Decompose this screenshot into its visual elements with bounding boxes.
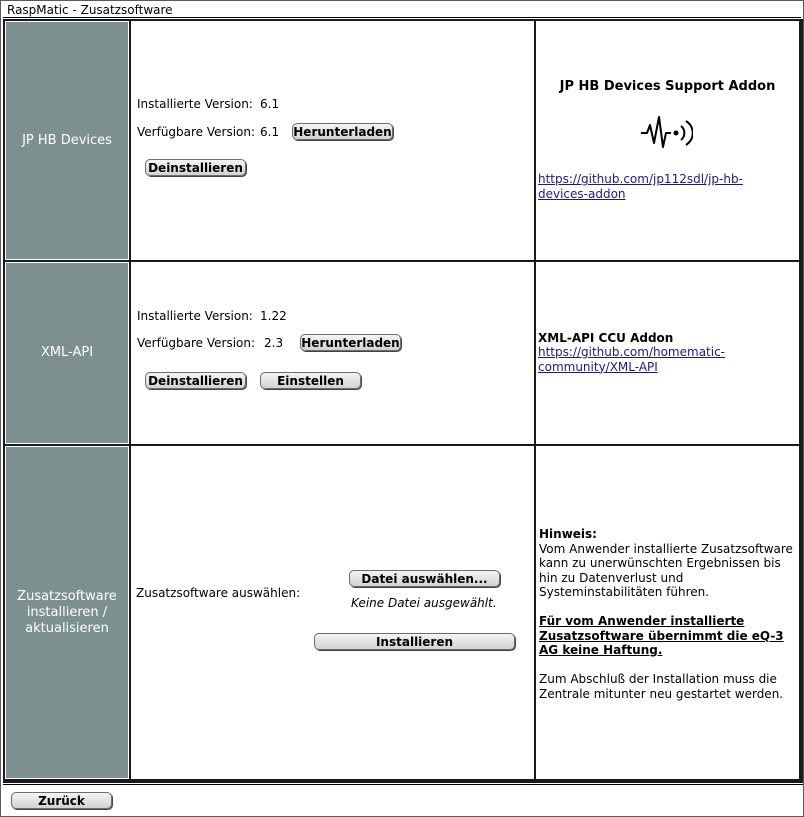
- hint-line-4: Systeminstabilitäten führen.: [539, 585, 710, 599]
- available-version-label: Verfügbare Version:: [137, 125, 256, 139]
- addon-repo-link[interactable]: [538, 172, 743, 201]
- warning-line-3: AG keine Haftung.: [539, 643, 663, 657]
- link-line-2: devices-addon: [538, 186, 626, 201]
- available-version-value: 6.1: [260, 125, 280, 139]
- version-cell-jp-hb-devices: [131, 21, 534, 260]
- installed-version-label: Installierte Version:: [137, 97, 253, 111]
- label-line-2: installieren /: [26, 604, 108, 620]
- hint-cell: [536, 446, 799, 779]
- uninstall-button-jp-hb-devices[interactable]: Deinstallieren: [145, 159, 246, 176]
- addon-table: [3, 19, 803, 783]
- link-line-1: https://github.com/homematic-: [538, 345, 726, 359]
- installed-version-value: 6.1: [260, 97, 280, 111]
- row-label-xml-api: [5, 262, 129, 444]
- warning-line-2: Zusatzsoftware übernimmt die eQ-3: [539, 628, 784, 643]
- info-cell-jp-hb-devices: [536, 21, 799, 260]
- hint-line-1: Vom Anwender installierte Zusatzsoftware: [539, 541, 793, 556]
- restart-line-1: Zum Abschluß der Installation muss die: [539, 672, 777, 686]
- hint-text: [539, 527, 797, 701]
- footer-bar: [3, 784, 803, 816]
- installed-version-label: Installierte Version:: [137, 309, 253, 323]
- window-title: RaspMatic - Zusatzsoftware: [3, 2, 801, 18]
- hint-title: Hinweis:: [539, 527, 597, 541]
- install-cell: [131, 446, 534, 779]
- addon-repo-link[interactable]: [538, 345, 725, 374]
- row-label-install-addon: [5, 446, 129, 779]
- addon-title: XML-API CCU Addon: [538, 331, 674, 345]
- download-button-jp-hb-devices[interactable]: Herunterladen: [293, 124, 392, 139]
- label-line-1: Zusatzsoftware: [17, 588, 117, 604]
- configure-button-xml-api[interactable]: Einstellen: [260, 372, 361, 389]
- restart-line-2: Zentrale mitunter neu gestartet werden.: [539, 686, 784, 701]
- available-version-label: Verfügbare Version:: [137, 336, 256, 350]
- label-line-3: aktualisieren: [25, 620, 109, 636]
- info-cell-xml-api: [536, 262, 799, 444]
- install-button[interactable]: Installieren: [314, 633, 515, 650]
- hint-line-2: kann zu unerwünschten Ergebnissen bis: [539, 556, 781, 570]
- liability-warning: [539, 614, 784, 657]
- version-cell-xml-api: [131, 262, 534, 444]
- link-line-2: community/XML-API: [538, 359, 658, 374]
- row-label-text: [17, 589, 117, 637]
- hint-line-3: hin zu Datenverlust und: [539, 570, 684, 585]
- pulse-signal-icon: [641, 113, 693, 153]
- row-label-text: JP HB Devices: [22, 132, 112, 148]
- uninstall-button-xml-api[interactable]: Deinstallieren: [145, 372, 246, 389]
- no-file-selected-text: Keine Datei ausgewählt.: [351, 596, 497, 610]
- row-label-jp-hb-devices: [5, 21, 129, 260]
- row-label-text: XML-API: [40, 345, 94, 360]
- select-addon-label: Zusatzsoftware auswählen:: [136, 586, 301, 600]
- link-line-1: https://github.com/jp112sdl/jp-hb-: [538, 172, 743, 186]
- back-button[interactable]: Zurück: [11, 792, 112, 809]
- addon-title: JP HB Devices Support Addon: [559, 79, 776, 94]
- available-version-value: 2.3: [264, 336, 284, 350]
- download-button-xml-api[interactable]: Herunterladen: [301, 335, 400, 350]
- installed-version-value: 1.22: [260, 309, 287, 323]
- choose-file-button[interactable]: Datei auswählen...: [349, 570, 500, 587]
- warning-line-1: Für vom Anwender installierte: [539, 614, 745, 628]
